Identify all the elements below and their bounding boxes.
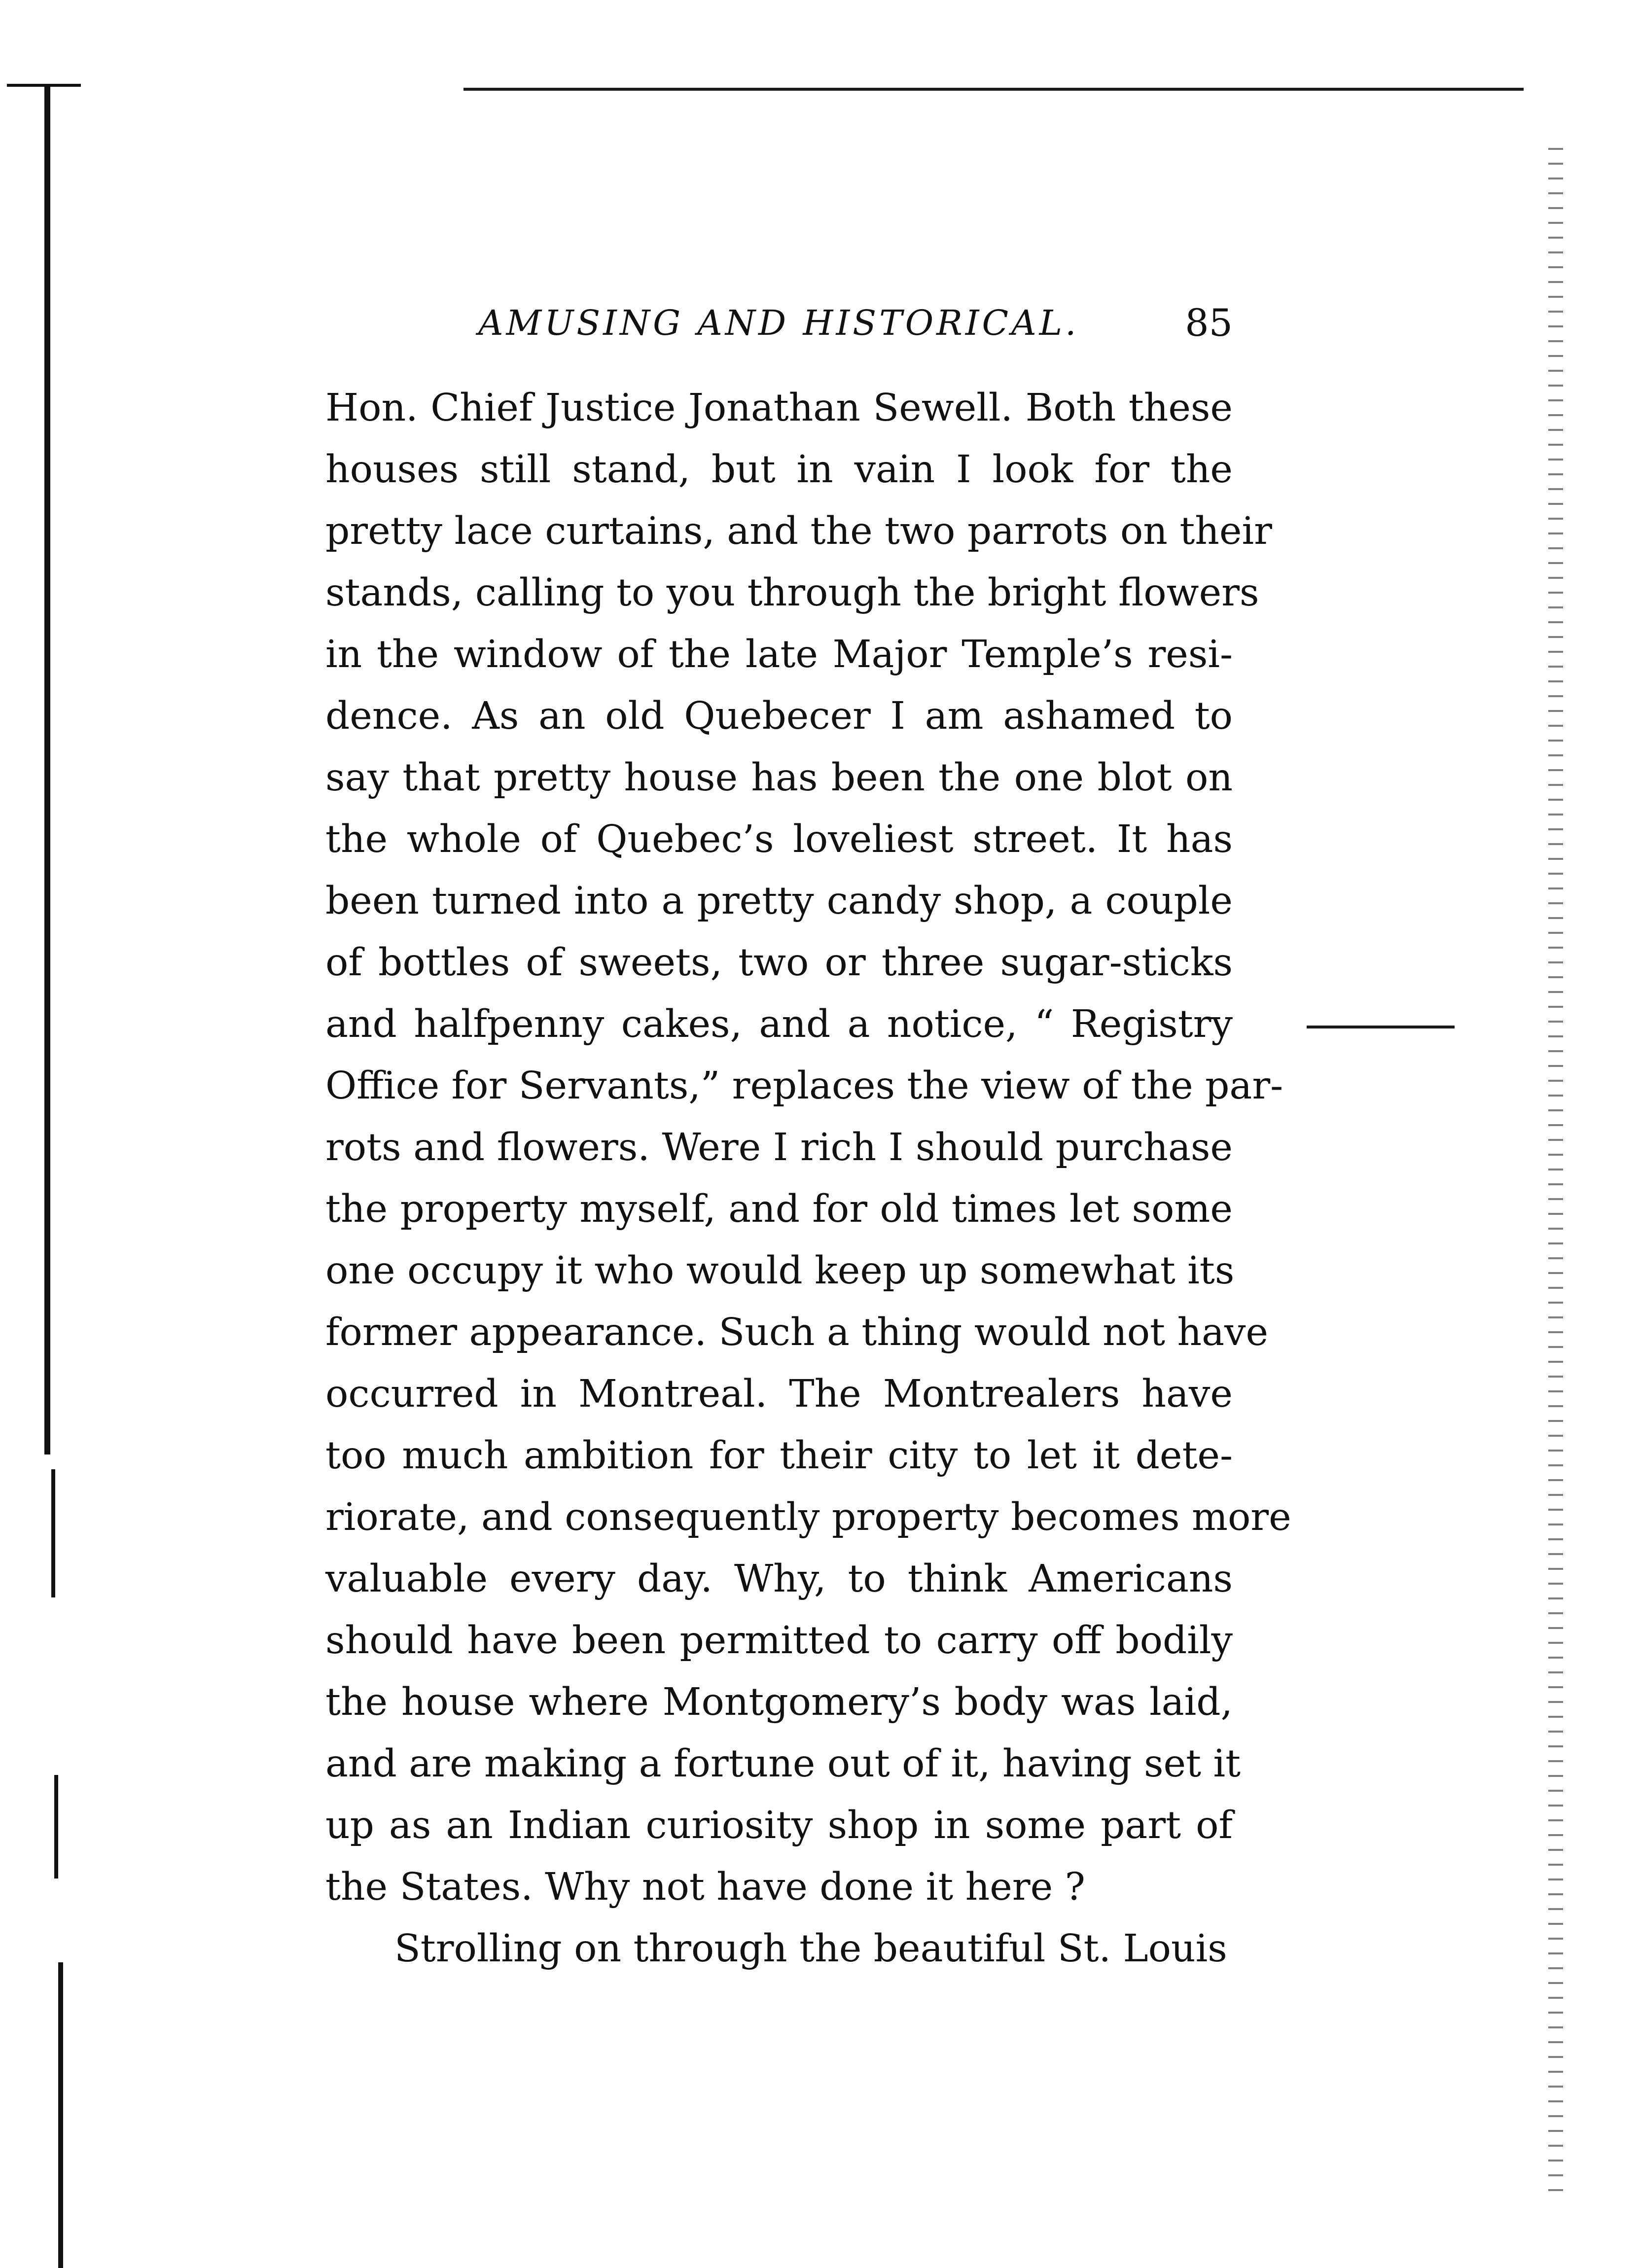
text-line: Hon. Chief Justice Jonathan Sewell. Both these [325,386,1233,430]
text-line: should have been permitted to carry off bodily [325,1619,1233,1663]
text-line: the property myself, and for old times let some [325,1187,1233,1231]
margin-rule [1307,1026,1455,1028]
text-line: of bottles of sweets, two or three sugar-sticks [325,941,1233,985]
text-line: pretty lace curtains, and the two parrots on their [325,509,1272,553]
text-line: and halfpenny cakes, and a notice, “ Registry [325,1002,1233,1046]
left-edge-mark [51,1469,55,1597]
text-line: the States. Why not have done it here ? [325,1865,1085,1909]
left-edge-mark [44,84,50,1454]
text-line: been turned into a pretty candy shop, a couple [325,879,1233,923]
left-margin-tick [7,84,81,87]
page-header [478,296,1233,350]
text-line: stands, calling to you through the bright flowers [325,571,1259,615]
text-line: in the window of the late Major Temple’s resi- [325,633,1233,676]
text-line: say that pretty house has been the one blot on [325,756,1233,800]
left-edge-mark [54,1775,58,1878]
text-line: Office for Servants,” replaces the view of the par- [325,1064,1283,1108]
left-edge-mark [58,1962,63,2268]
text-line: the house where Montgomery’s body was laid, [325,1680,1233,1724]
text-line: occurred in Montreal. The Montrealers have [325,1372,1233,1416]
text-line: rots and flowers. Were I rich I should purchase [325,1126,1233,1169]
text-line: dence. As an old Quebecer I am ashamed to [325,694,1233,738]
right-edge-speckle [1548,148,1563,2194]
text-line: too much ambition for their city to let it dete- [325,1434,1233,1478]
text-line: Strolling on through the beautiful St. Louis [394,1927,1227,1971]
text-line: riorate, and consequently property becomes more [325,1495,1291,1539]
text-line: valuable every day. Why, to think Americans [325,1557,1233,1601]
text-line: the whole of Quebec’s loveliest street. It has [325,817,1233,861]
top-rule [463,88,1524,91]
page-number: 85 [1185,301,1233,345]
running-head: AMUSING AND HISTORICAL. [478,303,1079,343]
text-line: houses still stand, but in vain I look for the [325,448,1233,492]
text-line: one occupy it who would keep up somewhat its [325,1249,1235,1293]
text-line: up as an Indian curiosity shop in some part of [325,1804,1233,1847]
text-line: former appearance. Such a thing would not have [325,1311,1269,1354]
body-text [325,377,1291,1971]
text-line: and are making a fortune out of it, having set it [325,1742,1241,1786]
